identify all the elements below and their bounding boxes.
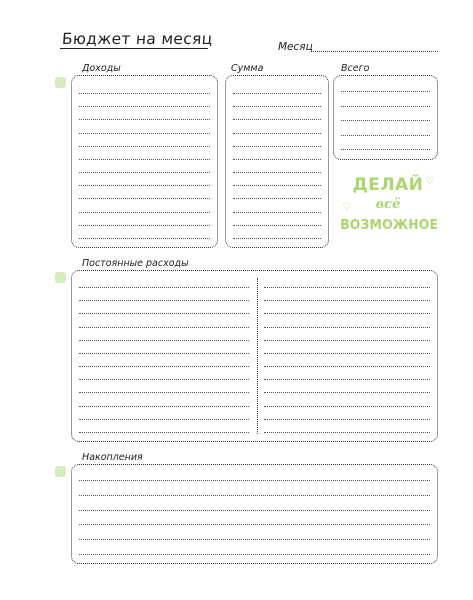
ruled-line <box>264 340 430 341</box>
ruled-line <box>233 106 321 107</box>
income-lines <box>79 93 210 238</box>
ruled-line <box>264 379 430 380</box>
ruled-line <box>264 287 430 288</box>
ruled-line <box>79 379 249 380</box>
ruled-line <box>233 212 321 213</box>
ruled-line <box>341 106 430 107</box>
ruled-line <box>341 149 430 150</box>
ruled-line <box>233 238 321 239</box>
total-label: Всего <box>341 63 370 74</box>
ruled-line <box>79 327 249 328</box>
ruled-line <box>341 135 430 136</box>
ruled-line <box>79 406 249 407</box>
ruled-line <box>79 93 210 94</box>
ruled-line <box>79 198 210 199</box>
page-title: Бюджет на месяц <box>61 30 214 48</box>
total-box[interactable] <box>333 75 438 160</box>
amount-label: Сумма <box>231 63 264 74</box>
fixed-label: Постоянные расходы <box>82 258 189 269</box>
fixed-right-lines <box>264 287 430 432</box>
ruled-line <box>79 146 210 147</box>
ruled-line <box>79 119 210 120</box>
income-label: Доходы <box>82 63 121 74</box>
ruled-line <box>233 93 321 94</box>
ruled-line <box>79 300 249 301</box>
savings-lines <box>79 480 430 554</box>
ruled-line <box>79 172 210 173</box>
title-underline <box>60 48 208 49</box>
slogan-line-2: всё <box>375 197 401 212</box>
savings-label: Накопления <box>82 452 143 463</box>
ruled-line <box>79 392 249 393</box>
month-input-line[interactable] <box>311 51 438 52</box>
ruled-line <box>79 524 430 525</box>
ruled-line <box>79 340 249 341</box>
ruled-line <box>79 554 430 555</box>
ruled-line <box>233 185 321 186</box>
heart-icon-right: ♡ <box>425 176 434 187</box>
ruled-line <box>79 225 210 226</box>
ruled-line <box>79 353 249 354</box>
ruled-line <box>79 510 430 511</box>
savings-box[interactable] <box>71 464 438 564</box>
ruled-line <box>233 172 321 173</box>
total-lines <box>341 91 430 149</box>
ruled-line <box>341 91 430 92</box>
ruled-line <box>79 212 210 213</box>
ruled-line <box>79 133 210 134</box>
ruled-line <box>79 238 210 239</box>
ruled-line <box>233 198 321 199</box>
ruled-line <box>79 432 249 433</box>
ruled-line <box>264 406 430 407</box>
ruled-line <box>264 432 430 433</box>
month-label: Месяц <box>278 41 313 53</box>
slogan-line-3: ВОЗМОЖНОЕ <box>340 217 439 233</box>
fixed-left-lines <box>79 287 249 432</box>
heart-icon-left: ♡ <box>342 202 351 213</box>
slogan-line-1: ДЕЛАЙ <box>352 175 424 195</box>
ruled-line <box>264 353 430 354</box>
ruled-line <box>264 419 430 420</box>
slogan <box>336 175 440 245</box>
ruled-line <box>233 146 321 147</box>
section-marker-income <box>55 77 66 88</box>
ruled-line <box>264 366 430 367</box>
ruled-line <box>79 185 210 186</box>
amount-box[interactable] <box>225 75 329 248</box>
ruled-line <box>264 327 430 328</box>
section-marker-fixed <box>55 272 66 283</box>
ruled-line <box>79 287 249 288</box>
ruled-line <box>79 366 249 367</box>
fixed-expenses-box[interactable] <box>71 270 438 442</box>
ruled-line <box>79 159 210 160</box>
ruled-line <box>79 480 430 481</box>
income-box[interactable] <box>71 75 218 248</box>
ruled-line <box>233 159 321 160</box>
ruled-line <box>264 300 430 301</box>
ruled-line <box>79 106 210 107</box>
ruled-line <box>264 392 430 393</box>
amount-lines <box>233 93 321 238</box>
ruled-line <box>233 225 321 226</box>
ruled-line <box>79 313 249 314</box>
ruled-line <box>233 119 321 120</box>
ruled-line <box>264 313 430 314</box>
section-marker-savings <box>55 466 66 477</box>
ruled-line <box>79 419 249 420</box>
ruled-line <box>233 133 321 134</box>
ruled-line <box>341 120 430 121</box>
fixed-column-divider <box>257 278 258 434</box>
ruled-line <box>79 495 430 496</box>
ruled-line <box>79 539 430 540</box>
